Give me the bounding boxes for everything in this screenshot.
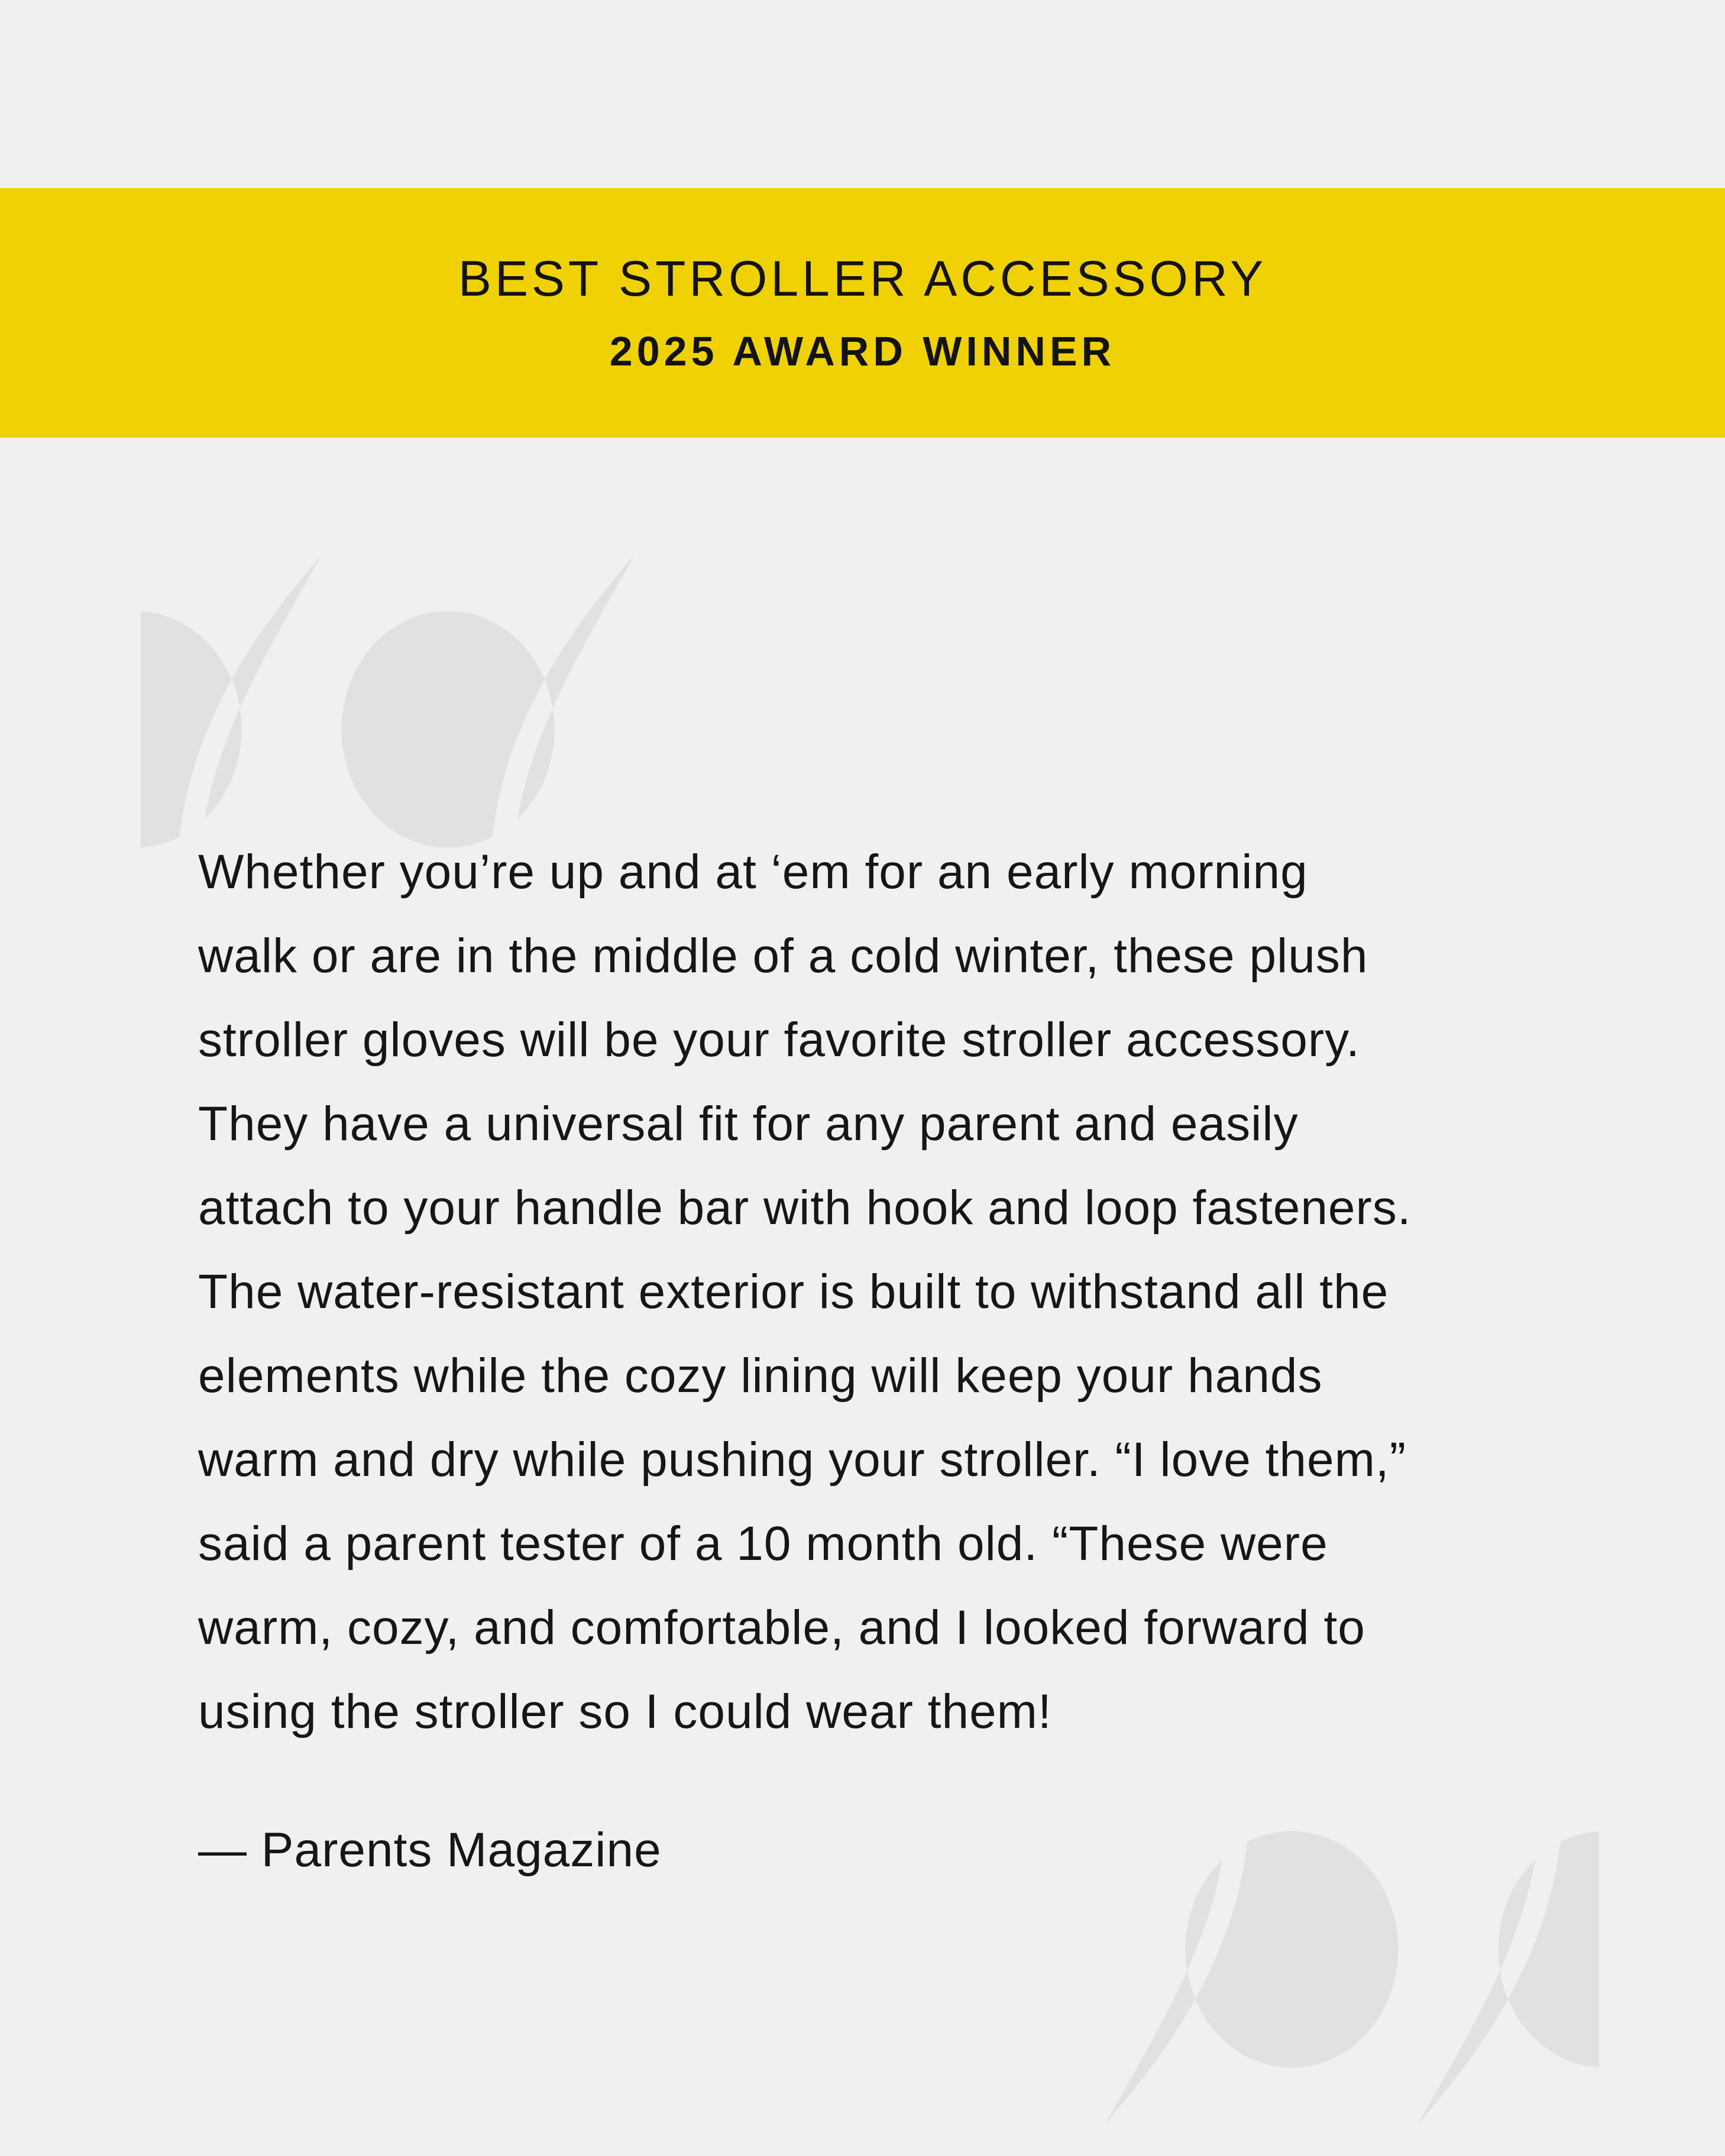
award-subtitle: 2025 AWARD WINNER [609, 328, 1116, 374]
quote-line: warm and dry while pushing your stroller. “I love them,” [198, 1433, 1407, 1487]
quote-line: said a parent tester of a 10 month old. “These were [198, 1517, 1328, 1571]
quote-line: stroller gloves will be your favorite stroller accessory. [198, 1013, 1360, 1067]
quote-line: using the stroller so I could wear them! [198, 1685, 1052, 1739]
quote-line: The water-resistant exterior is built to withstand all the [198, 1265, 1389, 1319]
quote-attribution: — Parents Magazine [198, 1823, 662, 1877]
quote-line: elements while the cozy lining will keep your hands [198, 1349, 1323, 1403]
quote-line: attach to your handle bar with hook and loop fasteners. [198, 1181, 1412, 1235]
quote-line: They have a universal fit for any parent and easily [198, 1097, 1299, 1151]
award-title: BEST STROLLER ACCESSORY [458, 251, 1267, 306]
quote-line: walk or are in the middle of a cold winter, these plush [198, 929, 1368, 983]
quote-line: warm, cozy, and comfortable, and I looked forward to [198, 1601, 1365, 1655]
quote-line: Whether you’re up and at ‘em for an early morning [198, 845, 1308, 899]
award-banner [0, 188, 1725, 438]
testimonial-quote [198, 830, 1594, 1754]
